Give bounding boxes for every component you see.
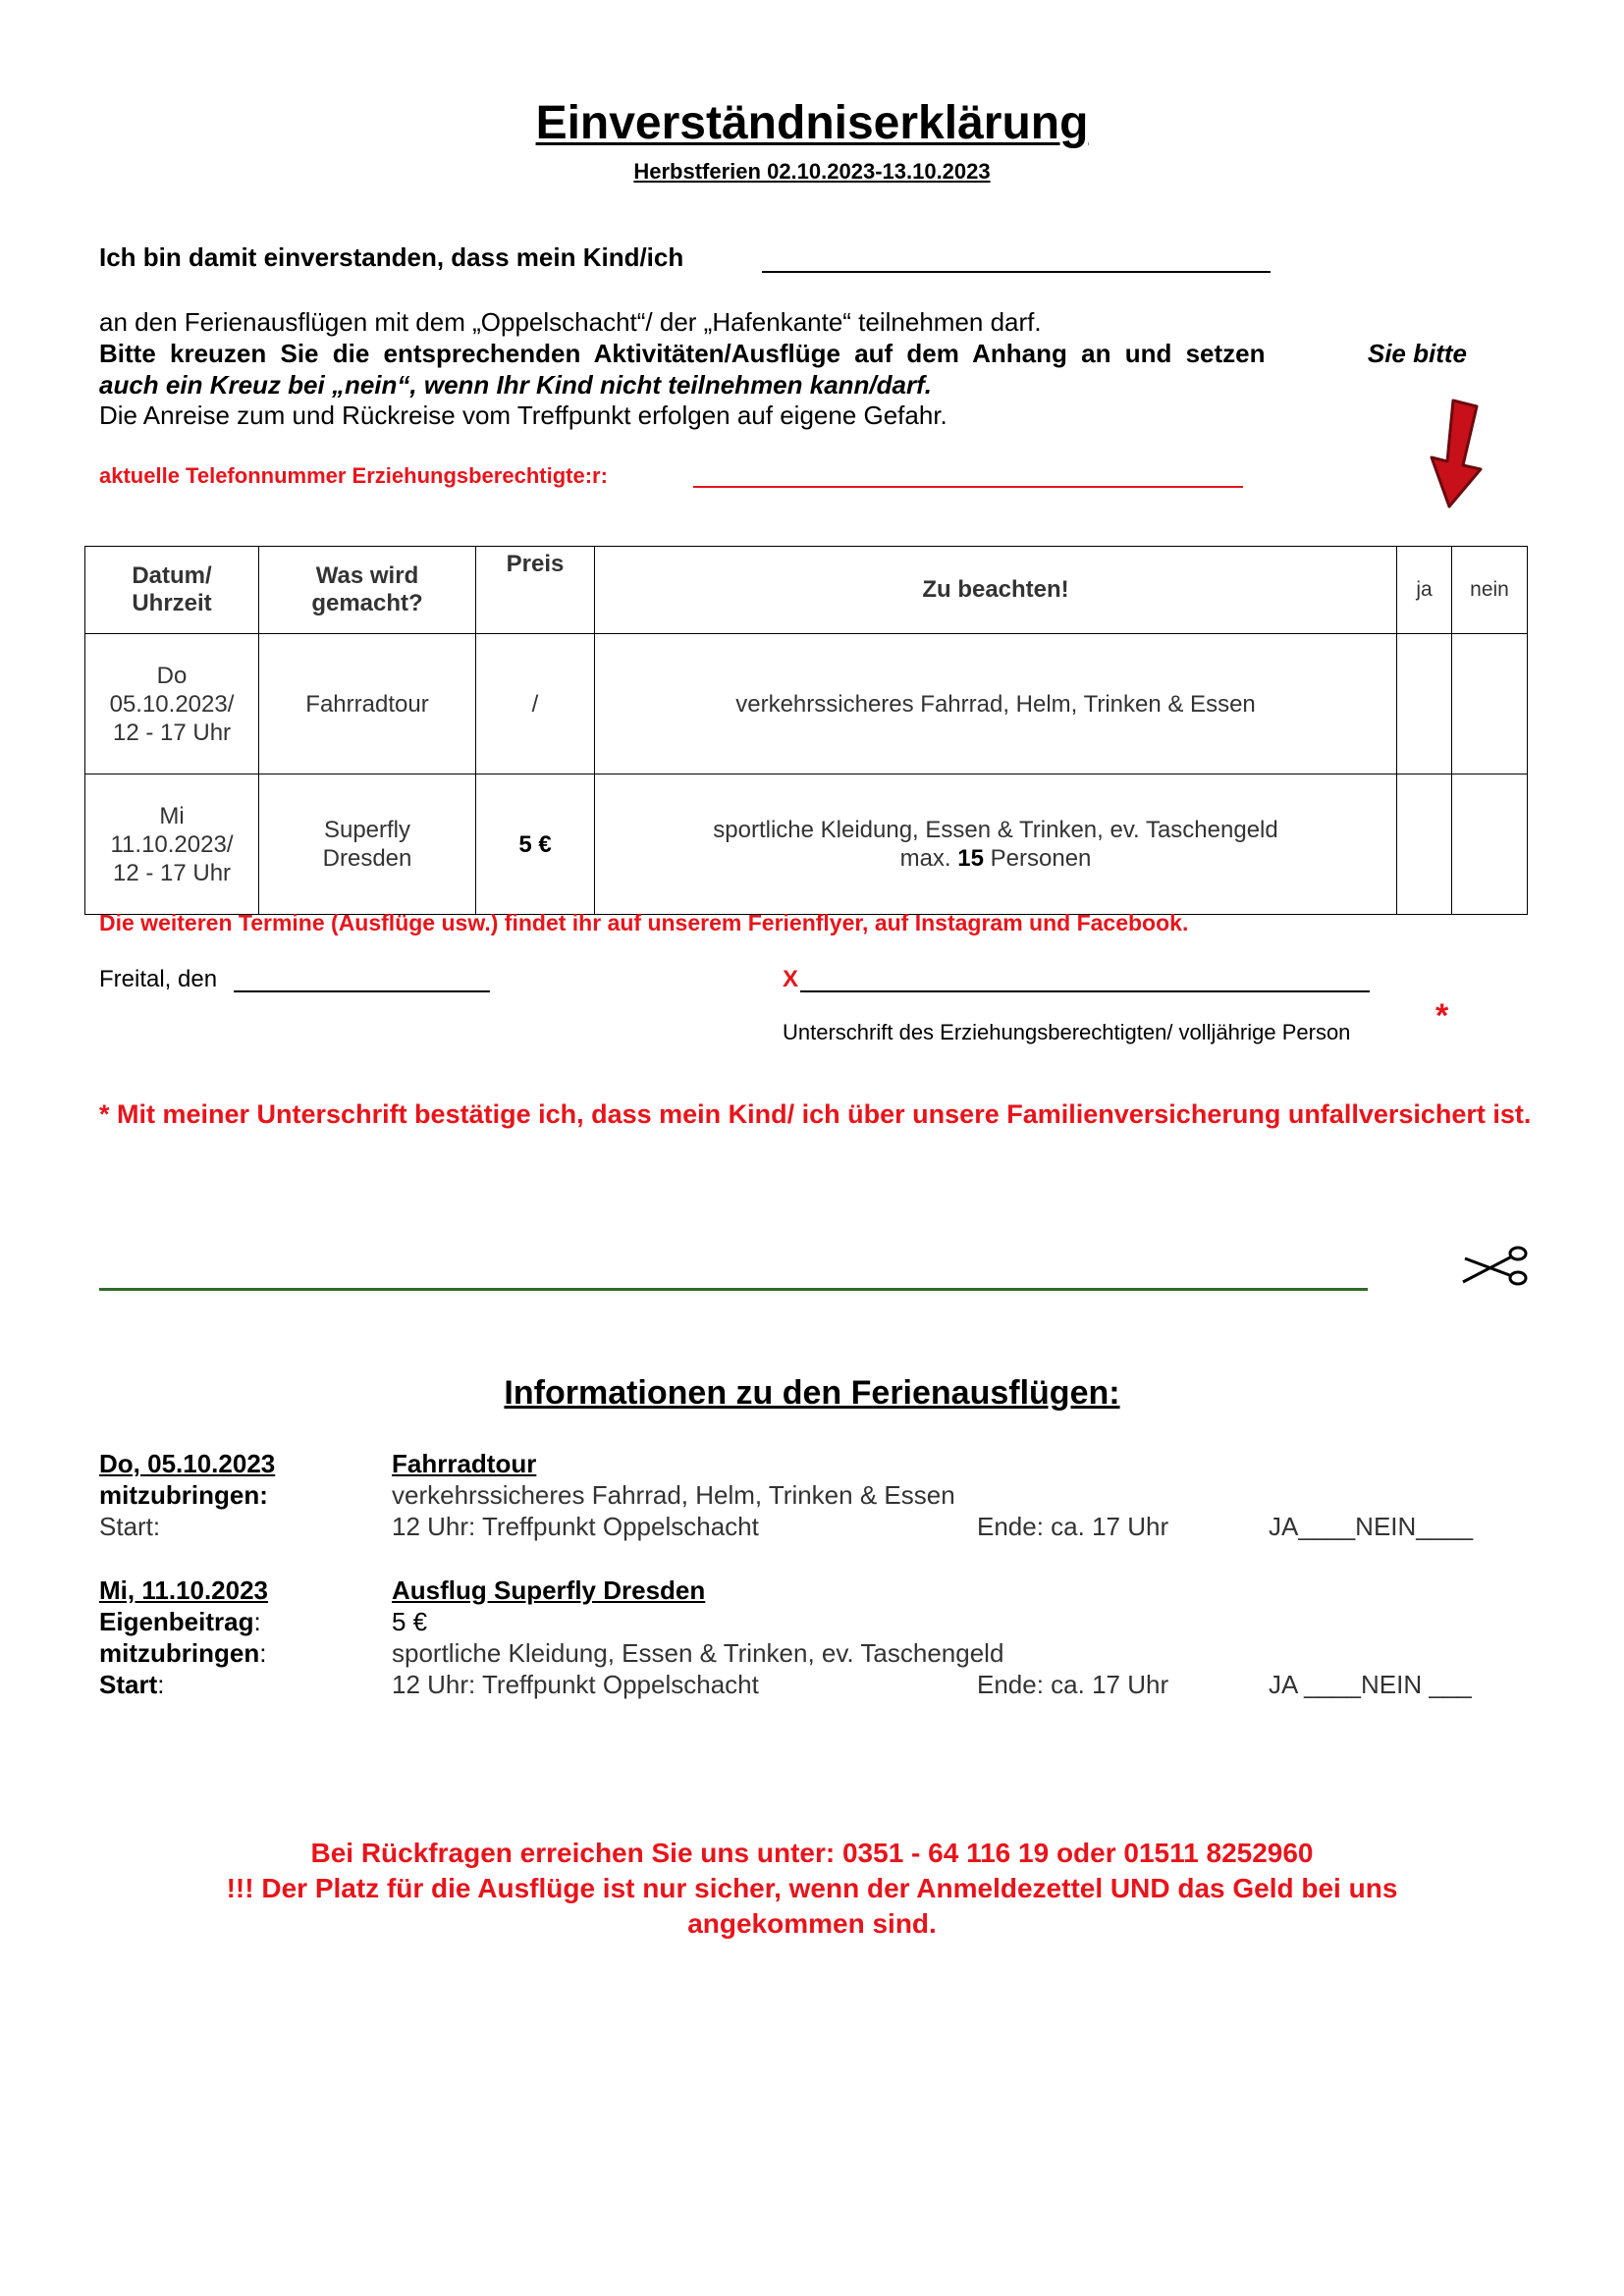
trip2-bring: sportliche Kleidung, Essen & Trinken, ev. Taschengeld <box>392 1638 1004 1668</box>
info-title: Informationen zu den Ferienausflügen: <box>504 1374 1120 1412</box>
trip2-fee-label-text: Eigenbeitrag <box>99 1607 254 1636</box>
signature-label: Unterschrift des Erziehungsberechtigten/ volljährige Person <box>783 1020 1351 1044</box>
row-notes: verkehrssicheres Fahrrad, Helm, Trinken & Essen <box>595 634 1397 774</box>
scissors-icon <box>1461 1245 1530 1288</box>
trip1-start-label: Start: <box>99 1512 161 1541</box>
row-activity: Fahrradtour <box>259 634 476 774</box>
row-day: Do <box>156 662 188 689</box>
table-header-row <box>85 547 1528 634</box>
trip1-start: 12 Uhr: Treffpunkt Oppelschacht <box>392 1512 759 1541</box>
consent-line-2: an den Ferienausflügen mit dem „Oppelschacht“/ der „Hafenkante“ teilnehmen darf. <box>99 307 1042 337</box>
trip2-yes-no[interactable]: JA ____NEIN ___ <box>1269 1670 1472 1699</box>
trip2-date: Mi, 11.10.2023 <box>99 1575 269 1605</box>
trip2-fee-label: Eigenbeitrag: <box>99 1607 261 1636</box>
page-subtitle: Herbstferien 02.10.2023-13.10.2023 <box>633 159 991 184</box>
no-checkbox-cell[interactable] <box>1452 774 1528 915</box>
asterisk: * <box>1435 997 1449 1035</box>
col-activity: Was wird gemacht? <box>259 547 476 634</box>
row-time: 12 - 17 Uhr <box>112 859 232 886</box>
trip2-fee: 5 € <box>392 1607 428 1636</box>
registration-note: !!! Der Platz für die Ausflüge ist nur sicher, wenn der Anmeldezettel UND das Geld bei uns <box>226 1873 1398 1903</box>
row-notes-line: sportliche Kleidung, Essen & Trinken, ev. Taschengeld <box>713 817 1278 843</box>
further-dates-note: Die weiteren Termine (Ausflüge usw.) findet ihr auf unserem Ferienflyer, auf Instagram und Facebook. <box>99 910 1189 935</box>
trip2-bring-label-text: mitzubringen <box>99 1638 260 1668</box>
yes-checkbox-cell[interactable] <box>1397 634 1452 774</box>
row-notes-line <box>601 844 1390 873</box>
consent-instruction-line-2: auch ein Kreuz bei „nein“, wenn Ihr Kind nicht teilnehmen kann/darf. <box>99 370 932 400</box>
row-date <box>85 634 259 774</box>
travel-note: Die Anreise zum und Rückreise vom Treffpunkt erfolgen auf eigene Gefahr. <box>99 400 947 430</box>
col-date: Datum/ Uhrzeit <box>85 547 259 634</box>
date-field[interactable] <box>234 990 490 992</box>
row-date <box>85 774 259 915</box>
max-count: 15 <box>957 845 984 872</box>
trip1-name: Fahrradtour <box>392 1449 537 1478</box>
row-day: Mi <box>159 802 185 829</box>
row-activity <box>259 774 476 915</box>
insurance-note: * Mit meiner Unterschrift bestätige ich, dass mein Kind/ ich über unsere Familienversicherung unfallversichert ist. <box>99 1099 1532 1129</box>
row-activity-line: Dresden <box>322 845 412 872</box>
trip1-date: Do, 05.10.2023 <box>99 1449 276 1478</box>
trip2-end: Ende: ca. 17 Uhr <box>977 1670 1169 1699</box>
row-notes <box>595 774 1397 915</box>
trip1-end: Ende: ca. 17 Uhr <box>977 1512 1169 1541</box>
phone-label: aktuelle Telefonnummer Erziehungsberechtigte:r: <box>99 463 608 488</box>
row-price: / <box>476 634 595 774</box>
persons-label: Personen <box>990 845 1092 872</box>
trip2-name: Ausflug Superfly Dresden <box>392 1575 706 1605</box>
consent-line-1: Ich bin damit einverstanden, dass mein Kind/ich <box>99 242 684 272</box>
row-date-value: 05.10.2023/ <box>109 690 235 718</box>
trip2-start-label: Start: <box>99 1670 165 1699</box>
yes-checkbox-cell[interactable] <box>1397 774 1452 915</box>
page-title: Einverständniserklärung <box>535 97 1089 149</box>
x-mark: X <box>783 966 799 992</box>
trip1-bring-label: mitzubringen: <box>99 1480 268 1510</box>
trip2-bring-label: mitzubringen: <box>99 1638 267 1668</box>
consent-instruction-a: Bitte kreuzen Sie die entsprechenden Aktivitäten/Ausflüge auf dem Anhang an und setzen <box>99 339 1266 368</box>
consent-instruction <box>99 339 1467 369</box>
max-label: max. <box>899 845 951 872</box>
arrow-down-icon <box>1424 397 1502 512</box>
col-yes: ja <box>1397 547 1452 634</box>
table-row <box>85 774 1528 915</box>
signature-field[interactable] <box>800 990 1370 992</box>
consent-instruction-b: Sie bitte <box>1367 339 1467 368</box>
trip1-yes-no[interactable]: JA____NEIN____ <box>1269 1512 1474 1541</box>
child-name-field[interactable] <box>762 271 1271 273</box>
table-row <box>85 634 1528 774</box>
cut-line <box>99 1288 1368 1291</box>
contact-line: Bei Rückfragen erreichen Sie uns unter: 0351 - 64 116 19 oder 01511 8252960 <box>310 1838 1314 1868</box>
col-price: Preis <box>476 547 595 634</box>
trip2-start: 12 Uhr: Treffpunkt Oppelschacht <box>392 1670 759 1699</box>
row-activity-line: Superfly <box>323 817 411 843</box>
col-notes: Zu beachten! <box>595 547 1397 634</box>
row-price: 5 € <box>476 774 595 915</box>
col-no: nein <box>1452 547 1528 634</box>
trip1-bring: verkehrssicheres Fahrrad, Helm, Trinken & Essen <box>392 1480 955 1510</box>
row-time: 12 - 17 Uhr <box>112 719 232 746</box>
place-date-label: Freital, den <box>99 966 218 992</box>
trip2-start-label-text: Start <box>99 1670 158 1699</box>
phone-field[interactable] <box>693 486 1243 488</box>
registration-note-2: angekommen sind. <box>687 1908 937 1939</box>
trips-table <box>84 546 1528 915</box>
row-date-value: 11.10.2023/ <box>110 830 234 858</box>
no-checkbox-cell[interactable] <box>1452 634 1528 774</box>
